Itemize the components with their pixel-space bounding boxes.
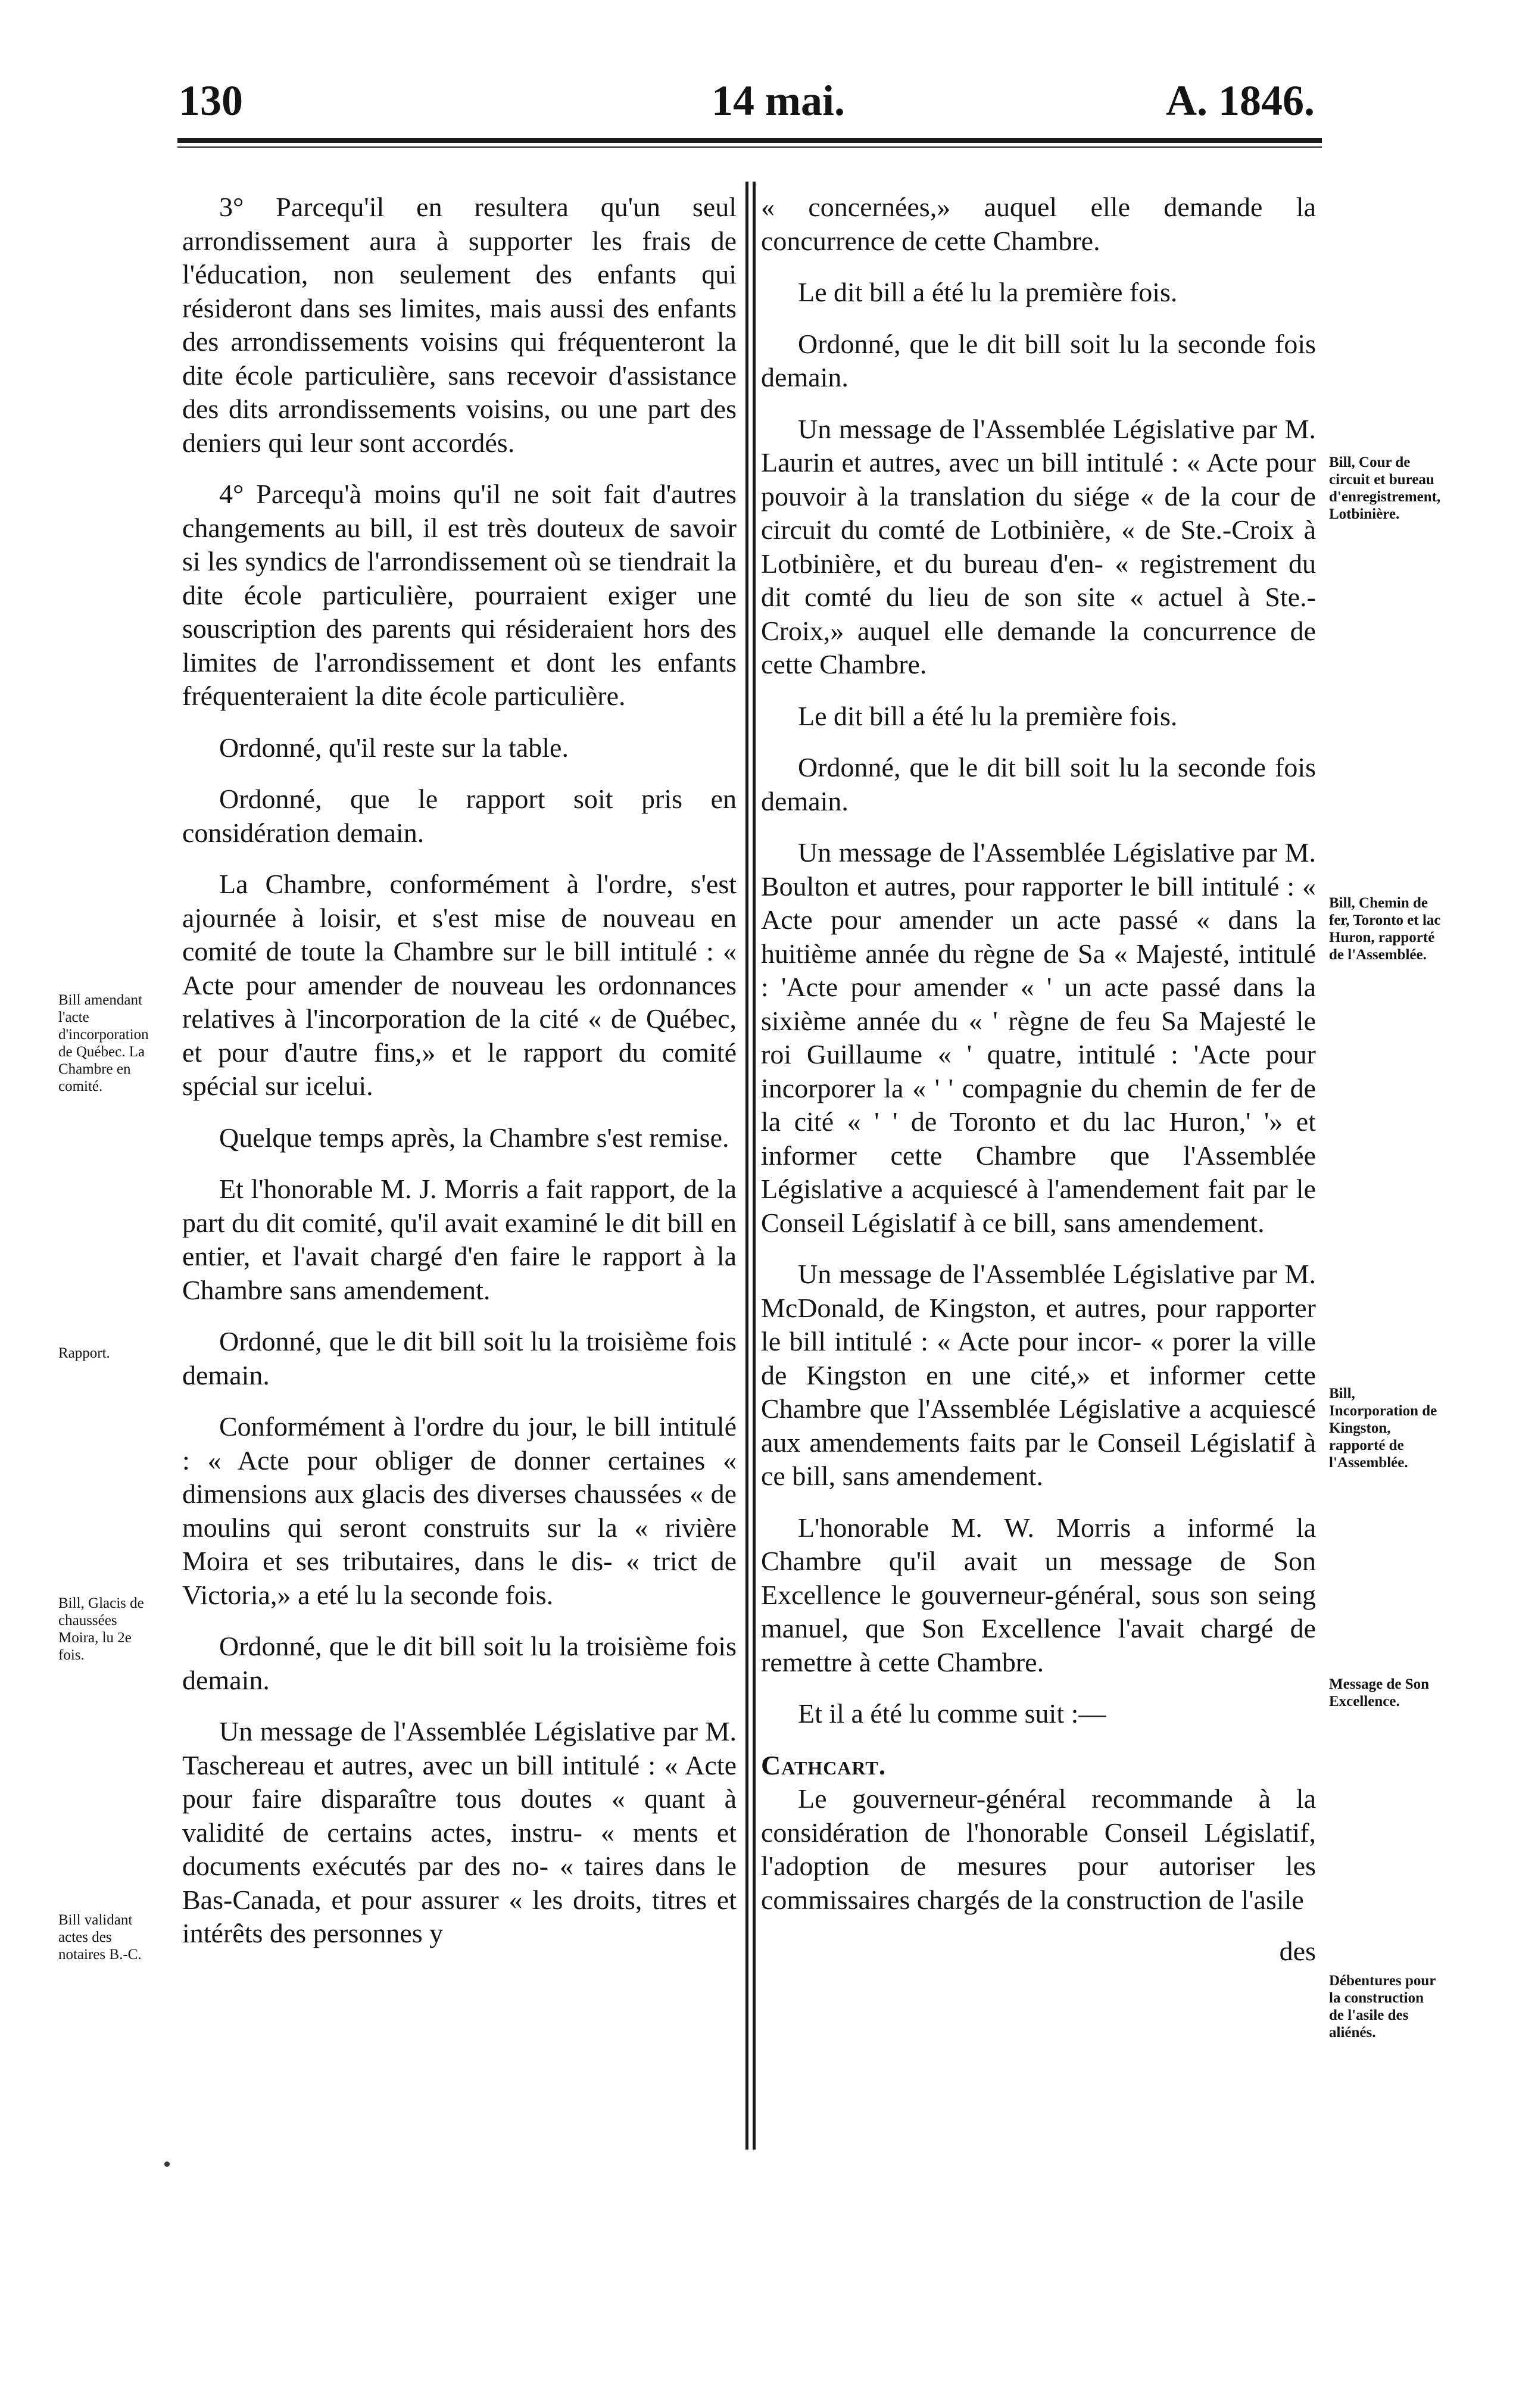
paragraph: Un message de l'Assemblée Législative par M. Laurin et autres, avec un bill intitulé : « Acte pour pouvoir à la translation du siége « de la cour de circuit du comté de Lotbinière, « de Ste.-Croix à Lotbinière, et du bureau d'en- « registrement du dit comté du lieu de son site « actuel à Ste.-Croix,» auquel elle demande la concurrence de cette Chambre. xyxy=(761,413,1316,679)
margin-note: Bill, Glacis de chaussées Moira, lu 2e fois. xyxy=(58,1595,144,1663)
page-year: A. 1846. xyxy=(1166,77,1315,124)
paragraph: Ordonné, que le rapport soit pris en considération demain. xyxy=(182,784,737,848)
paragraph: Ordonné, que le dit bill soit lu la seconde fois demain. xyxy=(761,328,1316,392)
right-column xyxy=(761,191,1316,1986)
paragraph: Conformément à l'ordre du jour, le bill intitulé : « Acte pour obliger de donner certaines « dimensions aux glacis des diverses chaussées « de moulins qui seront construits sur la « rivière Moira et ses tributaires, dans le dis- « trict de Victoria,» a eté lu la seconde fois. xyxy=(182,1411,737,1610)
paragraph: Un message de l'Assemblée Législative par M. Taschereau et autres, avec un bill intitulé : « Acte pour faire disparaître tous doutes « quant à validité de certains actes, instru- « ments et documents exécutés par des no- « taires dans le Bas-Canada, et pour assurer « les droits, titres et intérêts des personnes y xyxy=(182,1716,737,1948)
paragraph: « concernées,» auquel elle demande la concurrence de cette Chambre. xyxy=(761,192,1316,256)
margin-note: Débentures pour la construction de l'asile des aliénés. xyxy=(1329,1973,1436,2041)
column-divider-left xyxy=(745,182,748,2150)
paragraph: L'honorable M. W. Morris a informé la Chambre qu'il avait un message de Son Excellence le gouverneur-général, sous son seing manuel, que Son Excellence l'avait chargé de remettre à cette Chambre. xyxy=(761,1512,1316,1677)
margin-note: Bill validant actes des notaires B.-C. xyxy=(58,1912,142,1963)
paragraph: Quelque temps après, la Chambre s'est remise. xyxy=(219,1122,729,1153)
paragraph: Ordonné, qu'il reste sur la table. xyxy=(219,732,569,763)
print-speck xyxy=(164,2161,170,2167)
paragraph: Ordonné, que le dit bill soit lu la troisième fois demain. xyxy=(182,1326,737,1390)
margin-note: Bill, Chemin de fer, Toronto et lac Huron, rapporté de l'Assemblée. xyxy=(1329,895,1441,963)
paragraph: Un message de l'Assemblée Législative par M. Boulton et autres, pour rapporter le bill intitulé : « Acte pour amender un acte passé « dans la huitième année du règne de Sa « Majesté, intitulé : 'Acte pour amender « ' un acte passé dans la sixième année du « ' règne de feu Sa Majesté le roi Guillaume « ' quatre, intitulé : 'Acte pour incorporer la « ' ' compagnie du chemin de fer de la cité « ' ' de Toronto et du lac Huron,' '» et informer cette Chambre que l'Assemblée Législative a acquiescé à l'amendement fait par le Conseil Législatif à ce bill, sans amendement. xyxy=(761,837,1316,1238)
paragraph: Le gouverneur-général recommande à la considération de l'honorable Conseil Législatif, l'adoption de mesures pour autoriser les commissaires chargés de la construction de l'asile xyxy=(761,1783,1316,1915)
header-rule-thick xyxy=(177,138,1322,143)
paragraph: Le dit bill a été lu la première fois. xyxy=(798,700,1178,731)
paragraph: Un message de l'Assemblée Législative par M. McDonald, de Kingston, et autres, pour rapporter le bill intitulé : « Acte pour incor- « porer la ville de Kingston en une cité,» et informer cette Chambre que l'Assemblée Législative a acquiescé aux amendements faits par le Conseil Législatif à ce bill, sans amendement. xyxy=(761,1259,1316,1491)
margin-note: Bill, Incorporation de Kingston, rapporté de l'Assemblée. xyxy=(1329,1386,1437,1471)
paragraph: 3° Parcequ'il en resultera qu'un seul arrondissement aura à supporter les frais de l'éducation, non seulement des enfants qui résideront dans ses limites, mais aussi des enfants des arrondissements voisins qui fréquenteront la dite école particulière, sans recevoir d'assistance des dits arrondissements voisins, ou une part des deniers qui leur sont accordés. xyxy=(182,192,737,458)
paragraph: Ordonné, que le dit bill soit lu la troisième fois demain. xyxy=(182,1631,737,1695)
column-divider-right xyxy=(753,182,756,2150)
margin-note: Bill, Cour de circuit et bureau d'enregistrement, Lotbinière. xyxy=(1329,454,1441,522)
page-date: 14 mai. xyxy=(712,77,845,124)
paragraph: Et l'honorable M. J. Morris a fait rapport, de la part du dit comité, qu'il avait examiné le dit bill en entier, et l'avait chargé d'en faire le rapport à la Chambre sans amendement. xyxy=(182,1174,737,1305)
paragraph: Et il a été lu comme suit :— xyxy=(798,1698,1106,1729)
page-number: 130 xyxy=(179,77,243,124)
signature-heading: Cathcart. xyxy=(761,1749,887,1780)
margin-note: Bill amendant l'acte d'incorporation de Québec. La Chambre en comité. xyxy=(58,992,149,1094)
paragraph: 4° Parcequ'à moins qu'il ne soit fait d'autres changements au bill, il est très douteux de savoir si les syndics de l'arrondissement où se tiendrait la dite école particulière, pourraient exiger une souscription des parents qui résideraient hors des limites de l'arrondissement et dont les enfants fréquenteraient la dite école particulière. xyxy=(182,479,737,711)
paragraph: Le dit bill a été lu la première fois. xyxy=(798,277,1178,307)
margin-note: Message de Son Excellence. xyxy=(1329,1676,1430,1710)
header-rule-thin xyxy=(177,146,1322,148)
catchword: des xyxy=(1279,1936,1316,1966)
margin-note: Rapport. xyxy=(58,1345,110,1361)
left-column xyxy=(182,191,737,1969)
paragraph: Ordonné, que le dit bill soit lu la seconde fois demain. xyxy=(761,752,1316,816)
paragraph: La Chambre, conformément à l'ordre, s'est ajournée à loisir, et s'est mise de nouveau en comité de toute la Chambre sur le bill intitulé : « Acte pour amender de nouveau les ordonnances relatives à l'incorporation de la cité « de Québec, et pour d'autre fins,» et le rapport du comité spécial sur icelui. xyxy=(182,869,737,1101)
